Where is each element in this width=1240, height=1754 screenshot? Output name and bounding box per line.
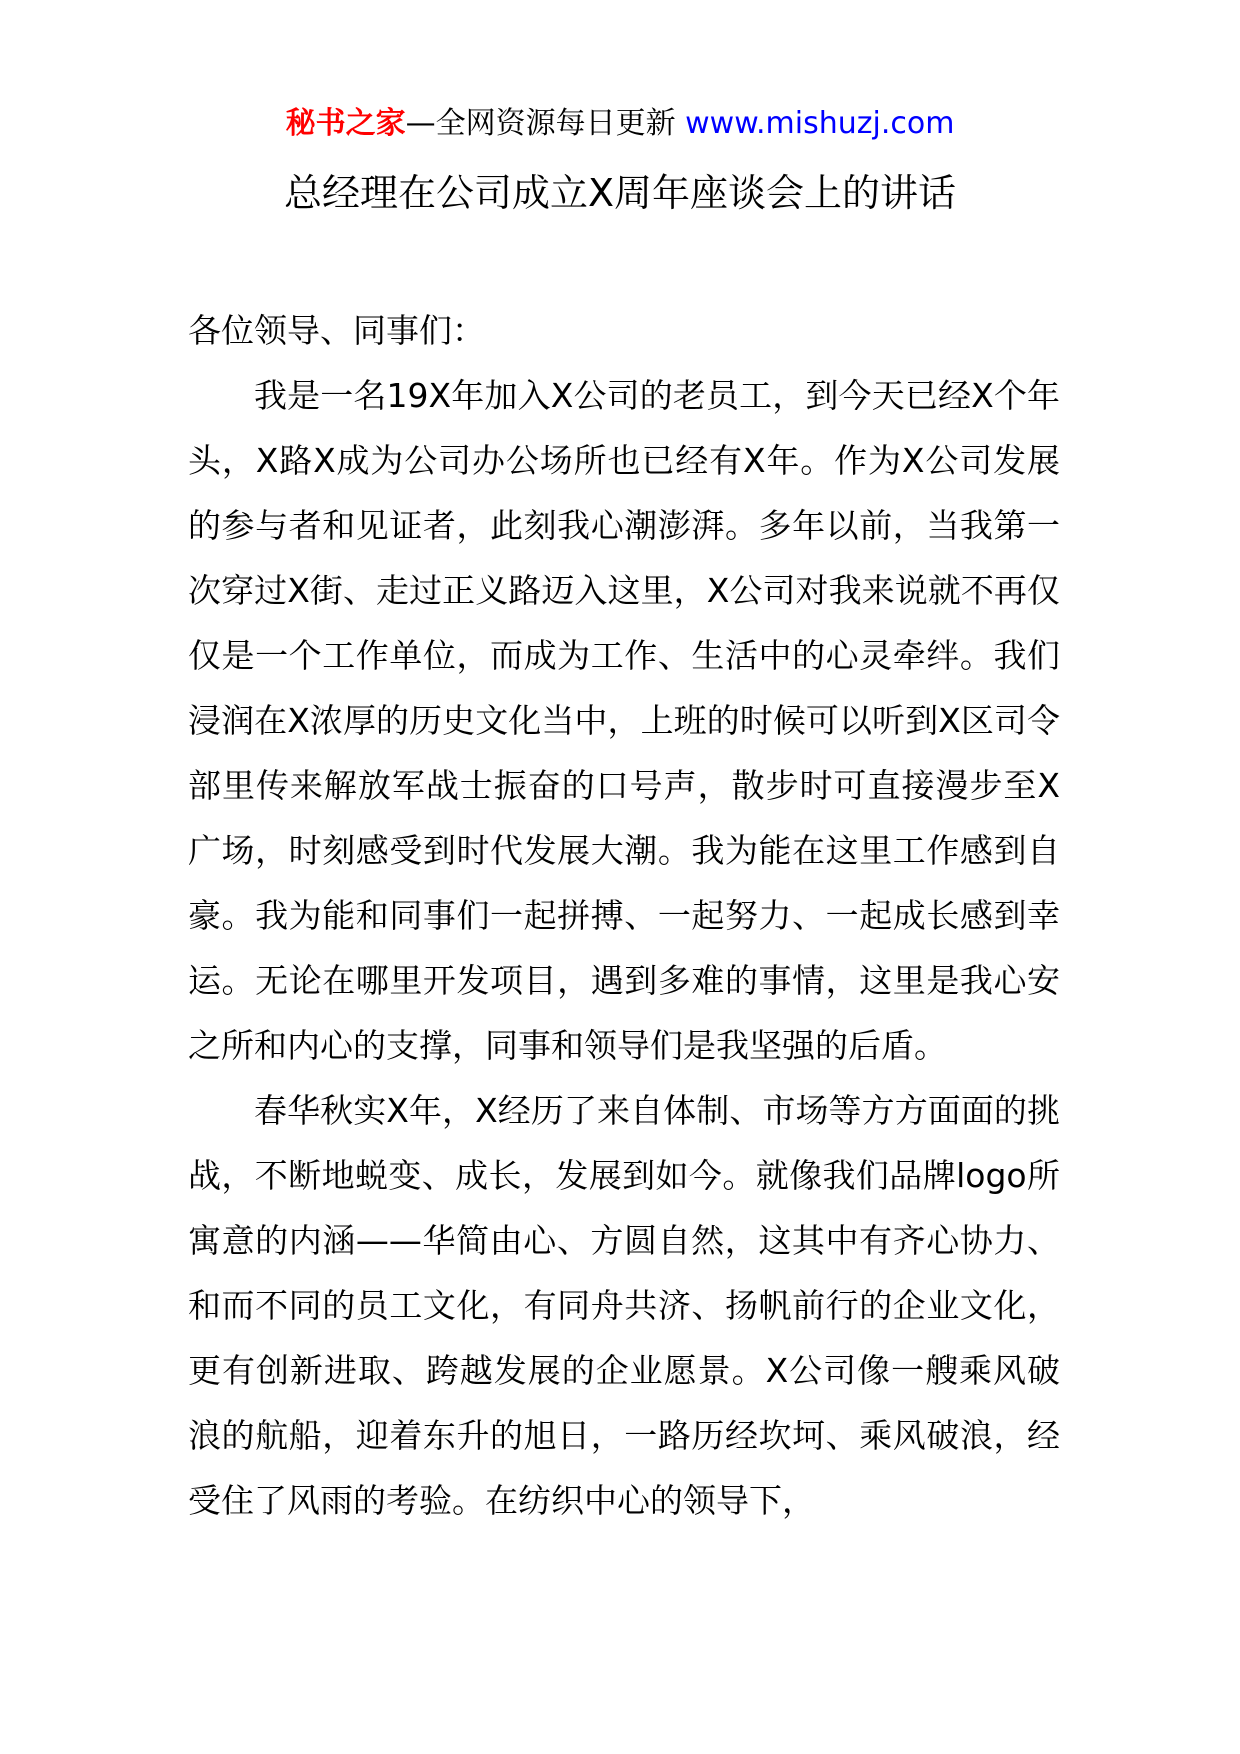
site-name: 秘书之家 xyxy=(285,106,406,141)
salutation: 各位领导、同事们： xyxy=(188,311,485,350)
paragraph-1: 我是一名19X年加入X公司的老员工，到今天已经X个年头，X路X成为公司办公场所也已经有X年。作为X公司发展的参与者和见证者，此刻我心潮澎湃。多年以前，当我第一次穿过X街、走过正义路迈入这里，X公司对我来说就不再仅仅是一个工作单位，而成为工作、生活中的心灵牵绊。我们浸润在X浓厚的历史文化当中，上班的时候可以听到X区司令部里传来解放军战士振奋的口号声，散步时可直接漫步至X广场，时刻感受到时代发展大潮。我为能在这里工作感到自豪。我为能和同事们一起拼搏、一起努力、一起成长感到幸运。无论在哪里开发项目，遇到多难的事情，这里是我心安之所和内心的支撑，同事和领导们是我坚强的后盾。 xyxy=(188,376,1060,1065)
document-title: 总经理在公司成立X周年座谈会上的讲话 xyxy=(283,171,957,215)
paragraph-2: 春华秋实X年，X经历了来自体制、市场等方方面面的挑战，不断地蜕变、成长，发展到如今。就像我们品牌logo所寓意的内涵——华简由心、方圆自然，这其中有齐心协力、和而不同的员工文化，有同舟共济、扬帆前行的企业文化，更有创新进取、跨越发展的企业愿景。X公司像一艘乘风破浪的航船，迎着东升的旭日，一路历经坎坷、乘风破浪，经受住了风雨的考验。在纺织中心的领导下， xyxy=(188,1091,1060,1520)
site-url-link[interactable]: www.mishuzj.com xyxy=(685,106,955,141)
site-tagline: —全网资源每日更新 xyxy=(405,106,676,141)
site-header xyxy=(0,104,1240,144)
document-body xyxy=(188,298,1060,1533)
